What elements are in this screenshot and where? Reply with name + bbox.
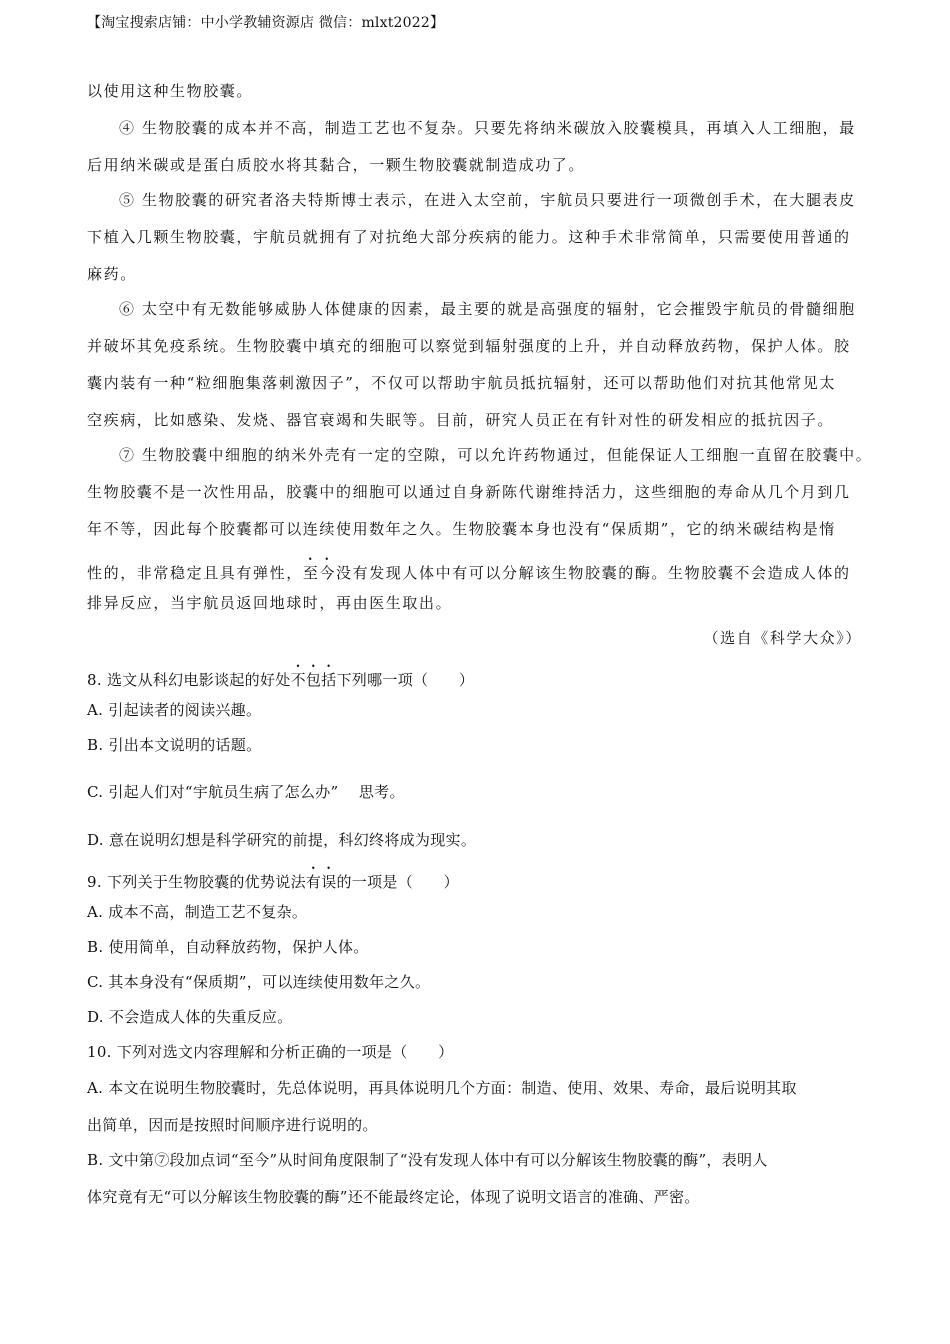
option-c: C. 引起人们对“宇航员生病了怎么办” 思考。 (87, 783, 405, 801)
stem-text: 8. 选文从科幻电影谈起的好处 (87, 671, 291, 689)
option-c: C. 其本身没有“保质期”，可以连续使用数年之久。 (87, 973, 431, 991)
passage-text: 性的，非常稳定且具有弹性， (87, 564, 303, 582)
passage-line: 麻药。 (87, 265, 137, 283)
option-a: A. 成本不高，制造工艺不复杂。 (87, 903, 308, 921)
emphasized-word: 有误 (305, 873, 337, 891)
option-d: D. 不会造成人体的失重反应。 (87, 1008, 293, 1026)
stem-text: 的一项是（ ） (336, 873, 459, 891)
passage-line (87, 555, 862, 583)
paragraph-4: ④ 生物胶囊的成本并不高，制造工艺也不复杂。只要先将纳米碳放入胶囊模具，再填入人工细胞，最 (119, 119, 856, 137)
question-stem (87, 864, 877, 892)
passage-line: 囊内装有一种“粒细胞集落刺激因子”，不仅可以帮助宇航员抵抗辐射，还可以帮助他们对抗其他常见太 (87, 374, 836, 392)
passage-line: 年不等，因此每个胶囊都可以连续使用数年之久。生物胶囊本身也没有“保质期”，它的纳米碳结构是惰 (87, 520, 836, 538)
option-b: B. 使用简单，自动释放药物，保护人体。 (87, 938, 369, 956)
question-stem: 10. 下列对选文内容理解和分析正确的一项是（ ） (87, 1043, 454, 1061)
passage-line: 下植入几颗生物胶囊，宇航员就拥有了对抗绝大部分疾病的能力。这种手术非常简单，只需要使用普通的 (87, 228, 851, 246)
passage-line: 并破坏其免疫系统。生物胶囊中填充的细胞可以察觉到辐射强度的上升，并自动释放药物，保护人体。胶 (87, 337, 851, 355)
emphasized-word: 不包括 (290, 671, 337, 689)
passage-line: 空疾病，比如感染、发烧、器官衰竭和失眠等。目前，研究人员正在有针对性的研发相应的抵抗因子。 (87, 411, 835, 429)
option-a: A. 本文在说明生物胶囊时，先总体说明，再具体说明几个方面：制造、使用、效果、寿命，最后说明其取 (87, 1079, 797, 1097)
passage-line: 后用纳米碳或是蛋白质胶水将其黏合，一颗生物胶囊就制造成功了。 (87, 156, 586, 174)
page-header: 【淘宝搜索店铺：中小学教辅资源店 微信：mlxt2022】 (87, 15, 445, 31)
stem-text: 下列哪一项（ ） (336, 671, 475, 689)
question-stem (87, 662, 877, 690)
option-d: D. 意在说明幻想是科学研究的前提，科幻终将成为现实。 (87, 831, 477, 849)
paragraph-7: ⑦ 生物胶囊中细胞的纳米外壳有一定的空隙，可以允许药物通过，但能保证人工细胞一直留在胶囊中。 (119, 446, 873, 464)
paragraph-6: ⑥ 太空中有无数能够威胁人体健康的因素，最主要的就是高强度的辐射，它会摧毁宇航员的骨髓细胞 (119, 300, 856, 318)
passage-source: （选自《科学大众》） (703, 629, 862, 647)
passage-line: 以使用这种生物胶囊。 (87, 82, 254, 100)
option-a-cont: 出简单，因而是按照时间顺序进行说明的。 (87, 1116, 378, 1134)
option-b-cont: 体究竟有无“可以分解该生物胶囊的酶”还不能最终定论，体现了说明文语言的准确、严密。 (87, 1188, 700, 1206)
emphasized-word: 至今 (302, 564, 337, 582)
option-b: B. 文中第⑦段加点词“至今”从时间角度限制了“没有发现人体中有可以分解该生物胶囊的酶”，表明人 (87, 1151, 768, 1169)
option-b: B. 引出本文说明的话题。 (87, 736, 262, 754)
paragraph-5: ⑤ 生物胶囊的研究者洛夫特斯博士表示，在进入太空前，宇航员只要进行一项微创手术，在大腿表皮 (119, 191, 856, 209)
option-a: A. 引起读者的阅读兴趣。 (87, 701, 262, 719)
passage-line: 生物胶囊不是一次性用品，胶囊中的细胞可以通过自身新陈代谢维持活力，这些细胞的寿命从几个月到几 (87, 483, 851, 501)
stem-text: 9. 下列关于生物胶囊的优势说法 (87, 873, 306, 891)
passage-text: 没有发现人体中有可以分解该生物胶囊的酶。生物胶囊不会造成人体的 (336, 564, 851, 582)
passage-line: 排异反应，当宇航员返回地球时，再由医生取出。 (87, 594, 453, 612)
